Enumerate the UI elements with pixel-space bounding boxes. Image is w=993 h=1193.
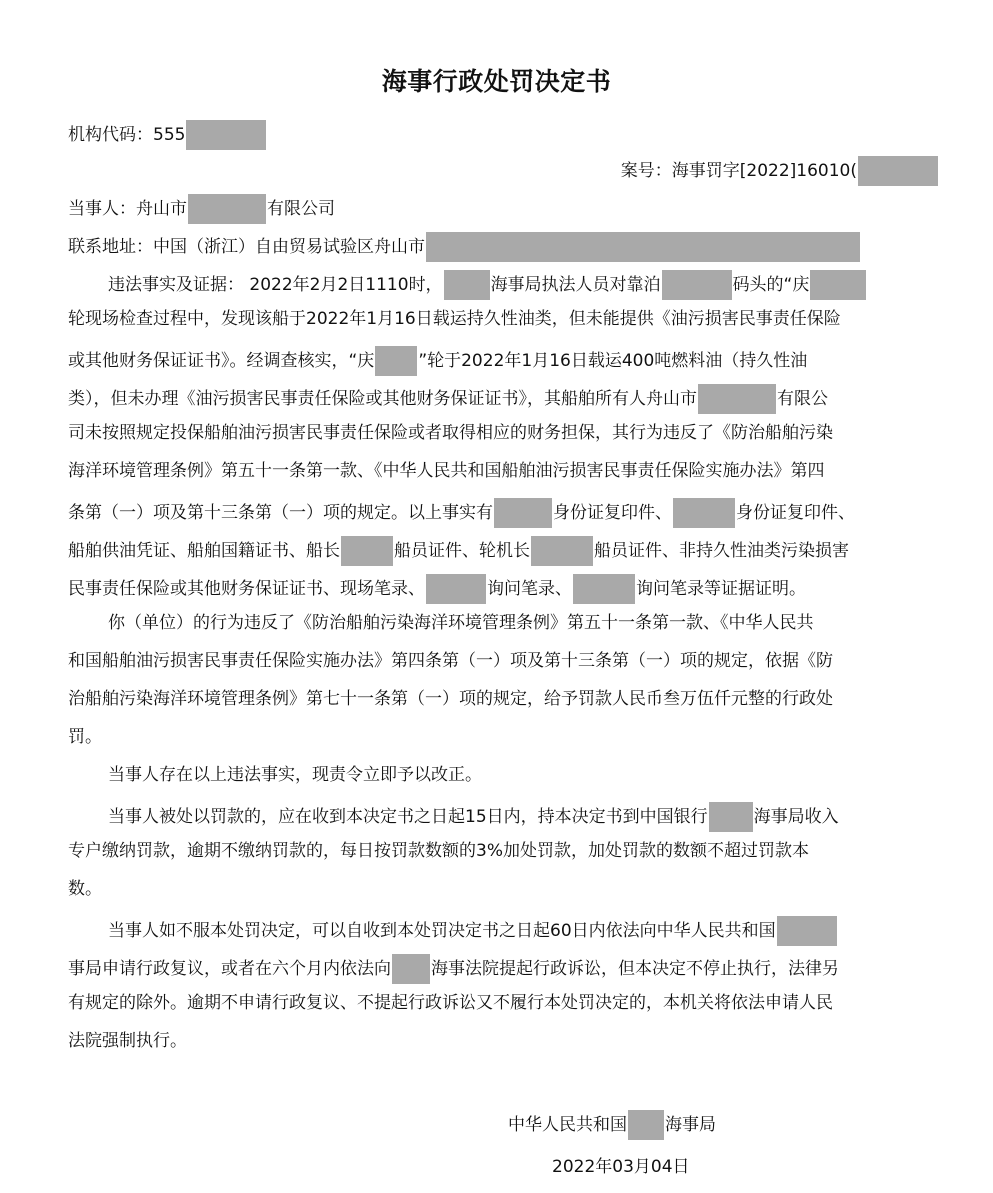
violation-line: 和国船舶油污损害民事责任保险实施办法》第四条第（一）项及第十三条第（一）项的规定，依据《防 [68,651,833,671]
facts-line [68,308,841,330]
text: 船员证件、轮机长 [394,541,530,561]
text: 违法事实及证据： 2022年2月2日1110时， [108,275,443,295]
text: 或其他财务保证证书》。经调查核实，“庆 [68,351,375,371]
redaction-block [673,498,735,528]
text: 数。 [68,879,102,899]
text: 身份证复印件、 [553,503,672,523]
text: 海洋环境管理条例》第五十一条第一款、《中华人民共和国船舶油污损害民事责任保险实施办法》第四 [68,461,825,481]
text: 海事局 [665,1115,716,1135]
text: 海事法院提起行政诉讼，但本决定不停止执行，法律另 [431,959,839,979]
case-number-line [621,156,939,186]
redaction-block [628,1110,664,1140]
payment-line [108,802,839,832]
facts-line [68,422,833,444]
text: 船舶供油凭证、船舶国籍证书、船长 [68,541,340,561]
address-line [68,232,861,262]
redaction-block [709,802,753,832]
text: 海事局收入 [753,807,839,827]
document-title: 海事行政处罚决定书 [381,67,612,96]
redaction-block [444,270,490,300]
text: 当事人如不服本处罚决定，可以自收到本处罚决定书之日起60日内依法向中华人民共和国 [108,921,776,941]
text: 海事局执法人员对靠泊 [490,275,661,295]
text: 轮现场检查过程中，发现该船于2022年1月16日载运持久性油类，但未能提供《油污损害民事责任保险 [68,309,841,329]
issuer-signature [508,1110,716,1140]
redaction-block [494,498,552,528]
payment-line [68,840,809,862]
text: 询问笔录等证据证明。 [636,579,806,599]
text: 事局申请行政复议，或者在六个月内依法向 [68,959,391,979]
redaction-block [188,194,266,224]
violation-line: 你（单位）的行为违反了《防治船舶污染海洋环境管理条例》第五十一条第一款、《中华人民共 [108,613,814,633]
redaction-block [426,232,860,262]
text: 类），但未办理《油污损害民事责任保险或其他财务保证证书》，其船舶所有人舟山市 [68,389,697,409]
redaction-block [662,270,732,300]
redaction-block [698,384,776,414]
address-text: 联系地址：中国（浙江）自由贸易试验区舟山市 [68,237,425,257]
violation-line: 罚。 [68,727,102,747]
facts-line [68,574,806,604]
org-code: 机构代码：555 [68,125,186,145]
party-label: 当事人：舟山市 [68,199,187,219]
text: 中华人民共和国 [508,1115,627,1135]
text: 船员证件、非持久性油类污染损害 [594,541,849,561]
text: 条第（一）项及第十三条第（一）项的规定。以上事实有 [68,503,493,523]
redaction-block [531,536,593,566]
redaction-block [426,574,486,604]
text: 当事人被处以罚款的，应在收到本决定书之日起15日内，持本决定书到中国银行 [108,807,708,827]
redaction-block [858,156,938,186]
facts-line [68,384,828,414]
payment-line [68,878,102,900]
redaction-block [341,536,393,566]
facts-line [68,536,849,566]
party-line [68,194,335,224]
text: 专户缴纳罚款，逾期不缴纳罚款的，每日按罚款数额的3%加处罚款，加处罚款的数额不超过罚款本 [68,841,809,861]
text: 身份证复印件、 [736,503,855,523]
redaction-block [573,574,635,604]
text: 司未按照规定投保船舶油污损害民事责任保险或者取得相应的财务担保，其行为违反了《防治船舶污染 [68,423,833,443]
appeal-line [68,1030,187,1052]
text: 码头的“庆 [732,275,810,295]
redaction-block [186,120,266,150]
case-number: 案号：海事罚字[2022]16010( [620,161,857,181]
facts-line [108,270,867,300]
facts-line [68,346,807,376]
org-code-line [68,120,267,150]
facts-line [68,460,825,482]
text: 询问笔录、 [487,579,572,599]
appeal-line [68,954,839,984]
redaction-block [375,346,417,376]
issue-date: 2022年03月04日 [552,1157,690,1177]
party-suffix: 有限公司 [267,199,335,219]
redaction-block [810,270,866,300]
text: 法院强制执行。 [68,1031,187,1051]
violation-line: 治船舶污染海洋环境管理条例》第七十一条第（一）项的规定，给予罚款人民币叁万伍仟元整的行政处 [68,689,833,709]
redaction-block [777,916,837,946]
appeal-line [68,992,833,1014]
text: 有规定的除外。逾期不申请行政复议、不提起行政诉讼又不履行本处罚决定的，本机关将依法申请人民 [68,993,833,1013]
order-line: 当事人存在以上违法事实，现责令立即予以改正。 [108,765,482,785]
text: ”轮于2022年1月16日载运400吨燃料油（持久性油 [418,351,808,371]
appeal-line [108,916,838,946]
text: 民事责任保险或其他财务保证证书、现场笔录、 [68,579,425,599]
redaction-block [392,954,430,984]
facts-line [68,498,855,528]
text: 有限公 [777,389,828,409]
